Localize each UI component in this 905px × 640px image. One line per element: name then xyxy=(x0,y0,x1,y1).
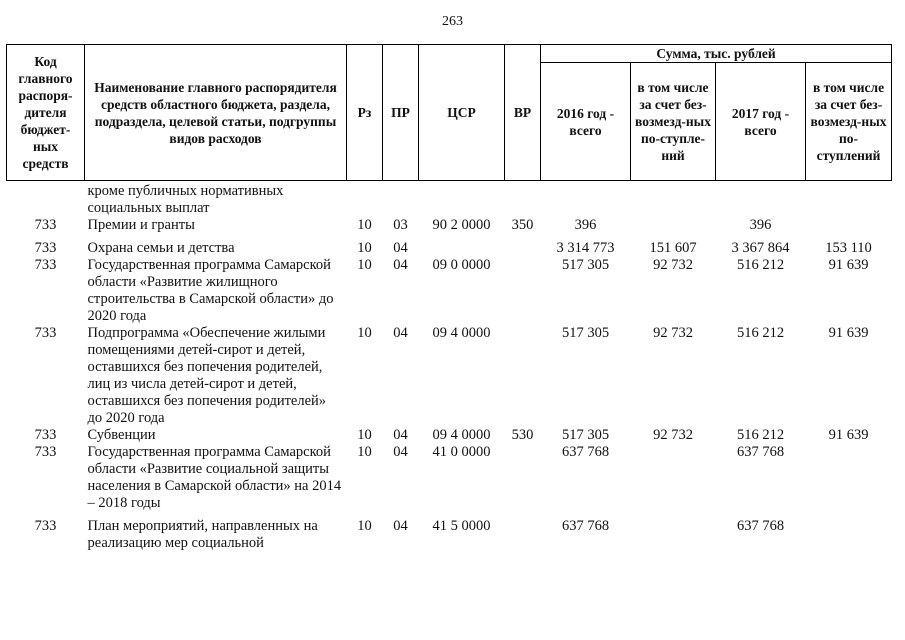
cell-csr: 90 2 0000 xyxy=(432,217,491,233)
table-row xyxy=(7,427,892,444)
header-csr: ЦСР xyxy=(419,45,505,181)
cell-2016-free: 151 607 xyxy=(649,240,697,256)
cell-rz xyxy=(347,181,383,218)
cell-name: кроме публичных нормативных социальных выплат xyxy=(87,183,284,216)
cell-pr: 04 xyxy=(393,325,408,341)
table-body xyxy=(7,181,892,553)
cell-2017-total: 637 768 xyxy=(736,518,785,534)
cell-2016-total xyxy=(541,181,631,218)
header-vr: ВР xyxy=(505,45,541,181)
cell-pr: 03 xyxy=(393,217,408,233)
cell-2017-total: 516 212 xyxy=(736,325,785,341)
cell-2017-total: 516 212 xyxy=(736,257,785,273)
table-header xyxy=(7,45,892,181)
cell-name: Премии и гранты xyxy=(87,217,195,233)
cell-2016-free xyxy=(631,444,716,512)
cell-vr xyxy=(505,444,541,512)
table-row xyxy=(7,325,892,427)
cell-pr: 04 xyxy=(393,444,408,460)
cell-csr: 09 4 0000 xyxy=(432,325,491,341)
cell-2017-total: 516 212 xyxy=(736,427,785,443)
cell-name: Подпрограмма «Обеспечение жилыми помещениями детей-сирот и детей, оставшихся без попечения родителей, лиц из числа детей-сирот и детей, оставшихся без попечения родителей» до 2020 года xyxy=(87,325,327,426)
cell-2017-free xyxy=(806,444,892,512)
cell-csr xyxy=(419,234,505,257)
cell-vr xyxy=(505,234,541,257)
cell-2017-free xyxy=(806,512,892,552)
cell-pr: 04 xyxy=(393,427,408,443)
header-code: Код главного распоря-дителя бюджет-ных средств xyxy=(7,45,85,181)
cell-csr: 09 4 0000 xyxy=(432,427,491,443)
cell-code: 733 xyxy=(34,240,57,256)
cell-vr xyxy=(505,512,541,552)
cell-vr xyxy=(505,325,541,427)
cell-2016-free xyxy=(631,217,716,234)
cell-2016-free: 92 732 xyxy=(653,257,693,273)
cell-code: 733 xyxy=(34,518,57,534)
cell-name: Субвенции xyxy=(87,427,156,443)
cell-rz: 10 xyxy=(357,257,372,273)
cell-2016-total: 517 305 xyxy=(561,325,610,341)
cell-name: Государственная программа Самарской области «Развитие социальной защиты населения в Самарской области» на 2014 – 2018 годы xyxy=(87,444,342,511)
cell-rz: 10 xyxy=(357,217,372,233)
cell-rz: 10 xyxy=(357,427,372,443)
header-2016-total: 2016 год - всего xyxy=(541,63,631,181)
cell-2017-free: 91 639 xyxy=(828,427,869,443)
cell-2016-total: 3 314 773 xyxy=(556,240,615,256)
cell-code: 733 xyxy=(34,217,57,233)
cell-vr: 350 xyxy=(511,217,534,233)
header-2017-total: 2017 год - всего xyxy=(716,63,806,181)
cell-2016-total: 637 768 xyxy=(561,518,610,534)
table-row xyxy=(7,257,892,325)
cell-2016-total: 517 305 xyxy=(561,427,610,443)
cell-code: 733 xyxy=(34,257,57,273)
header-pr: ПР xyxy=(383,45,419,181)
cell-code xyxy=(7,181,85,218)
cell-pr: 04 xyxy=(393,240,408,256)
cell-2017-total: 396 xyxy=(749,217,772,233)
header-rz: Рз xyxy=(347,45,383,181)
cell-vr xyxy=(505,181,541,218)
cell-2016-total: 637 768 xyxy=(561,444,610,460)
cell-pr: 04 xyxy=(393,257,408,273)
cell-2016-free: 92 732 xyxy=(653,427,693,443)
cell-code: 733 xyxy=(34,325,57,341)
cell-2016-free xyxy=(631,512,716,552)
cell-2017-free: 153 110 xyxy=(825,240,872,256)
cell-csr: 41 5 0000 xyxy=(432,518,491,534)
cell-name: Охрана семьи и детства xyxy=(87,240,235,256)
table-row xyxy=(7,444,892,512)
cell-name: План мероприятий, направленных на реализацию мер социальной xyxy=(87,518,318,551)
cell-2017-free: 91 639 xyxy=(828,325,869,341)
cell-rz: 10 xyxy=(357,518,372,534)
cell-rz: 10 xyxy=(357,325,372,341)
table-row xyxy=(7,234,892,257)
cell-csr: 09 0 0000 xyxy=(432,257,491,273)
page-number: 263 xyxy=(442,14,463,29)
cell-vr: 530 xyxy=(511,427,534,443)
table-row xyxy=(7,181,892,218)
cell-code: 733 xyxy=(34,427,57,443)
header-name: Наименование главного распорядителя средств областного бюджета, раздела, подраздела, целевой статьи, подгруппы видов расходов xyxy=(85,45,347,181)
table-row xyxy=(7,217,892,234)
cell-2016-total: 396 xyxy=(574,217,597,233)
cell-code: 733 xyxy=(34,444,57,460)
header-2016-free: в том числе за счет без-возмезд-ных по-ступле-ний xyxy=(631,63,716,181)
cell-2016-total: 517 305 xyxy=(561,257,610,273)
cell-pr: 04 xyxy=(393,518,408,534)
cell-csr: 41 0 0000 xyxy=(432,444,491,460)
cell-pr xyxy=(383,181,419,218)
cell-2016-free xyxy=(631,181,716,218)
header-sum: Сумма, тыс. рублей xyxy=(541,45,892,63)
table-row xyxy=(7,512,892,552)
cell-2017-free xyxy=(806,181,892,218)
cell-2017-total xyxy=(716,181,806,218)
cell-2017-total: 637 768 xyxy=(736,444,785,460)
cell-rz: 10 xyxy=(357,240,372,256)
cell-2017-total: 3 367 864 xyxy=(731,240,790,256)
cell-name: Государственная программа Самарской области «Развитие жилищного строительства в Самарской области» до 2020 года xyxy=(87,257,334,324)
cell-2016-free: 92 732 xyxy=(653,325,693,341)
header-2017-free: в том числе за счет без-возмезд-ных по-ступлений xyxy=(806,63,892,181)
cell-csr xyxy=(419,181,505,218)
cell-2017-free xyxy=(806,217,892,234)
cell-vr xyxy=(505,257,541,325)
cell-rz: 10 xyxy=(357,444,372,460)
budget-table xyxy=(6,44,892,552)
cell-2017-free: 91 639 xyxy=(828,257,869,273)
